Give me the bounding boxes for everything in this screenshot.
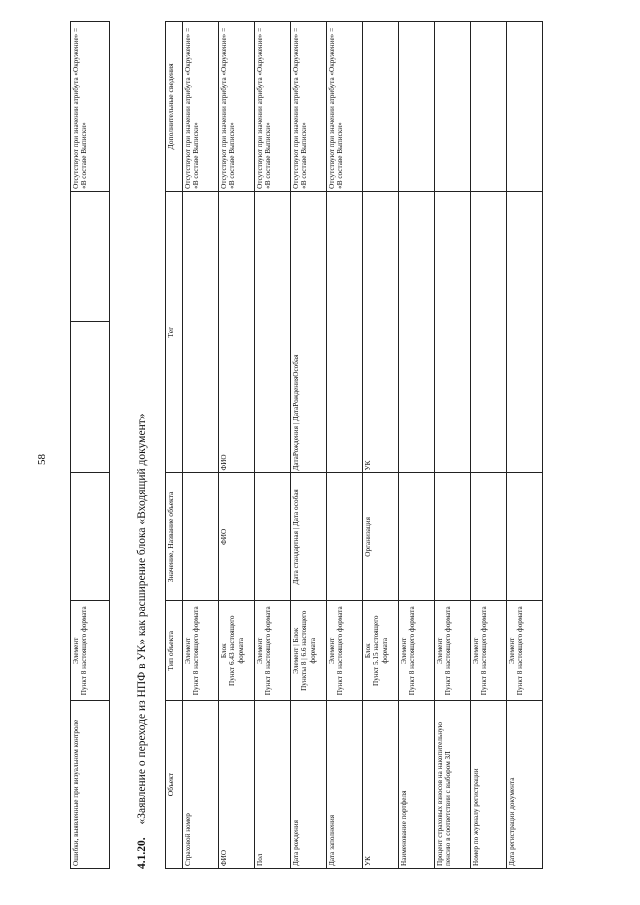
extra-cell bbox=[435, 22, 471, 192]
table-row bbox=[219, 22, 255, 869]
spacer-cell bbox=[71, 191, 110, 321]
extra-cell bbox=[399, 22, 435, 192]
table-row bbox=[255, 22, 291, 869]
object-cell: ФИО bbox=[219, 701, 255, 869]
type-cell: Элемент Пункт 8 настоящего формата bbox=[71, 601, 110, 701]
page-number: 58 bbox=[36, 454, 48, 465]
section-heading: «Заявление о переходе из НПФ в УК» как расширение блока «Входящий документ» bbox=[136, 413, 148, 825]
object-cell: Ошибки, выявленные при визуальном контроле bbox=[71, 701, 110, 869]
section-title bbox=[136, 414, 148, 870]
table-row bbox=[183, 22, 219, 869]
object-cell: Пол bbox=[255, 701, 291, 869]
main-table bbox=[165, 21, 543, 869]
type-cell: Блок Пункт 5.15 настоящего формата bbox=[363, 601, 399, 701]
tag-cell bbox=[507, 191, 543, 473]
value-cell: Дата стандартная | Дата особая bbox=[291, 473, 327, 601]
header-type: Тип объекта bbox=[166, 601, 183, 701]
value-cell bbox=[71, 473, 110, 601]
value-cell bbox=[399, 473, 435, 601]
object-cell: Страховой номер bbox=[183, 701, 219, 869]
value-cell: ФИО bbox=[219, 473, 255, 601]
header-extra: Дополнительные сведения bbox=[166, 22, 183, 192]
table-header-row bbox=[166, 22, 183, 869]
tag-cell bbox=[435, 191, 471, 473]
type-cell: Элемент Пункт 8 настоящего формата bbox=[435, 601, 471, 701]
type-cell: Элемент Пункт 8 настоящего формата bbox=[255, 601, 291, 701]
header-value: Значение, Название объекта bbox=[166, 473, 183, 601]
type-cell: Элемент | Блок Пункты 8 | 6.6 настоящего формата bbox=[291, 601, 327, 701]
extra-cell: Отсутствуют при значении атрибута «Окружение» = «В составе Выписки» bbox=[327, 22, 363, 192]
value-cell bbox=[507, 473, 543, 601]
object-cell: Дата регистрации документа bbox=[507, 701, 543, 869]
extra-cell bbox=[471, 22, 507, 192]
table-row bbox=[291, 22, 327, 869]
type-cell: Элемент Пункт 8 настоящего формата bbox=[471, 601, 507, 701]
header-object: Объект bbox=[166, 701, 183, 869]
extra-cell: Отсутствуют при значении атрибута «Окружение» = «В составе Выписки» bbox=[183, 22, 219, 192]
value-cell: Организация bbox=[363, 473, 399, 601]
type-cell: Элемент Пункт 8 настоящего формата bbox=[327, 601, 363, 701]
tag-cell: ДатаРождения | ДатаРожденияОсобая bbox=[291, 191, 327, 473]
object-cell: УК bbox=[363, 701, 399, 869]
section-number: 4.1.20. bbox=[136, 837, 148, 869]
table-row bbox=[507, 22, 543, 869]
extra-cell bbox=[363, 22, 399, 192]
extra-cell: Отсутствуют при значении атрибута «Окружение» = «В составе Выписки» bbox=[255, 22, 291, 192]
tag-cell bbox=[183, 191, 219, 473]
value-cell bbox=[471, 473, 507, 601]
type-cell: Блок Пункт 6.43 настоящего формата bbox=[219, 601, 255, 701]
tag-cell bbox=[471, 191, 507, 473]
type-cell: Элемент Пункт 8 настоящего формата bbox=[399, 601, 435, 701]
table-row bbox=[471, 22, 507, 869]
tag-cell bbox=[71, 321, 110, 473]
object-cell: Дата заполнения bbox=[327, 701, 363, 869]
table-row bbox=[71, 22, 110, 869]
tag-cell: ФИО bbox=[219, 191, 255, 473]
tag-cell: УК bbox=[363, 191, 399, 473]
top-partial-table bbox=[70, 21, 110, 869]
table-row bbox=[435, 22, 471, 869]
tag-cell bbox=[327, 191, 363, 473]
extra-cell: Отсутствуют при значении атрибута «Окружение» = «В составе Выписки» bbox=[71, 22, 110, 192]
object-cell: Процент страховых взносов на накопительную пенсию в соответствии с выбором ЗЛ bbox=[435, 701, 471, 869]
value-cell bbox=[255, 473, 291, 601]
header-tag: Тег bbox=[166, 191, 183, 473]
object-cell: Наименование портфеля bbox=[399, 701, 435, 869]
extra-cell: Отсутствуют при значении атрибута «Окружение» = «В составе Выписки» bbox=[291, 22, 327, 192]
table-row bbox=[327, 22, 363, 869]
type-cell: Элемент Пункт 8 настоящего формата bbox=[183, 601, 219, 701]
value-cell bbox=[435, 473, 471, 601]
type-cell: Элемент Пункт 8 настоящего формата bbox=[507, 601, 543, 701]
value-cell bbox=[183, 473, 219, 601]
object-cell: Дата рождения bbox=[291, 701, 327, 869]
extra-cell bbox=[507, 22, 543, 192]
table-row bbox=[399, 22, 435, 869]
value-cell bbox=[327, 473, 363, 601]
table-row bbox=[363, 22, 399, 869]
object-cell: Номер по журналу регистрации bbox=[471, 701, 507, 869]
tag-cell bbox=[399, 191, 435, 473]
extra-cell: Отсутствуют при значении атрибута «Окружение» = «В составе Выписки» bbox=[219, 22, 255, 192]
tag-cell bbox=[255, 191, 291, 473]
